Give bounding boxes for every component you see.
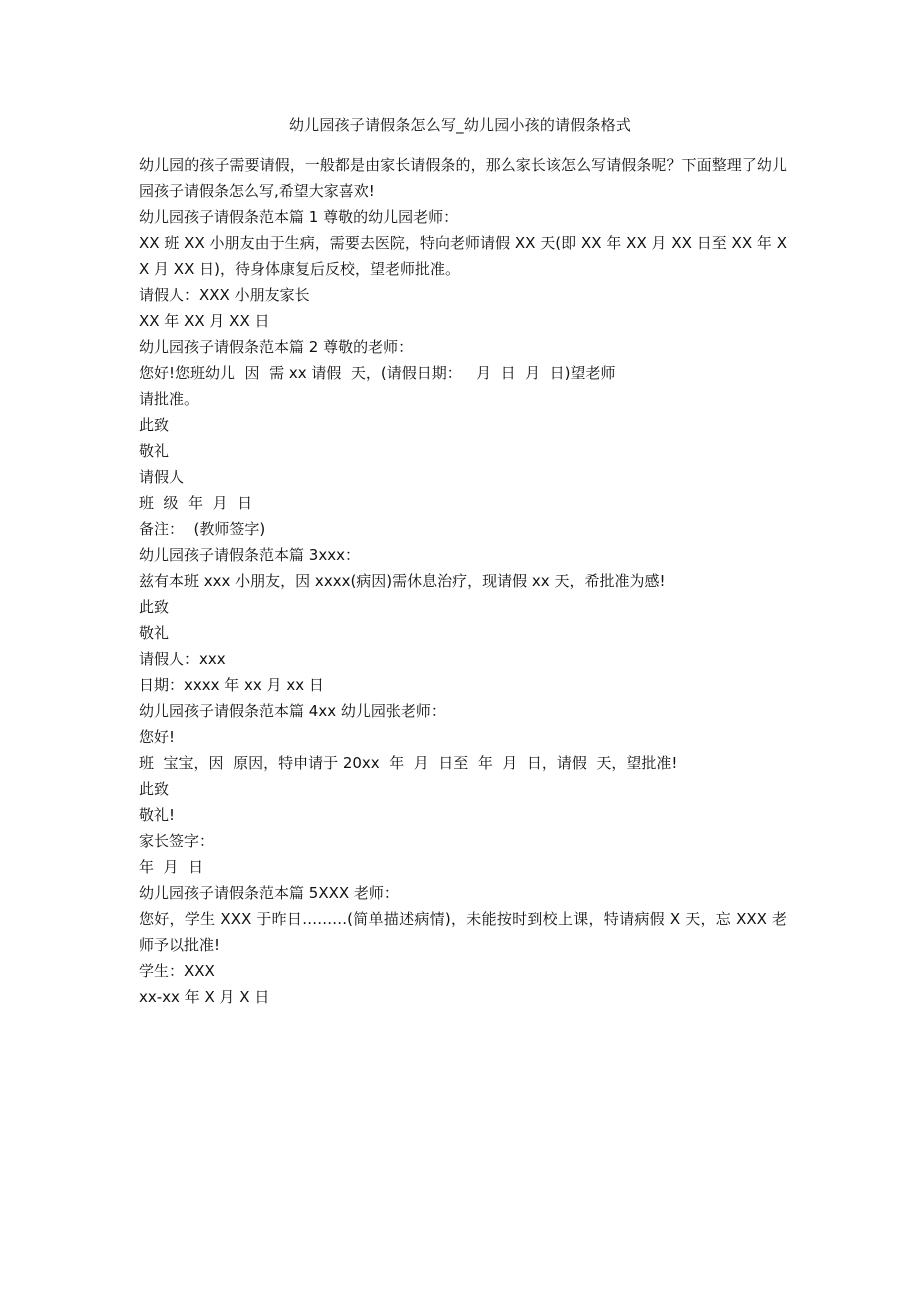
sample-5-signer: 学生：XXX: [139, 962, 215, 980]
sample-3-date: 日期：xxxx 年 xx 月 xx 日: [139, 676, 324, 694]
sample-1-heading: 幼儿园孩子请假条范本篇 1 尊敬的幼儿园老师：: [139, 208, 459, 226]
sample-2-body: 您好!您班幼儿 因 需 xx 请假 天，(请假日期： 月 日 月 日)望老师: [139, 364, 616, 382]
sample-3-body: 兹有本班 xxx 小朋友，因 xxxx(病因)需休息治疗，现请假 xx 天，希批准为感!: [139, 572, 666, 590]
sample-2-salute: 敬礼: [139, 442, 170, 460]
sample-3-closing: 此致: [139, 598, 170, 616]
sample-4-closing: 此致: [139, 780, 170, 798]
sample-3-salute: 敬礼: [139, 624, 170, 642]
sample-1-date: XX 年 XX 月 XX 日: [139, 312, 270, 330]
sample-5-heading: 幼儿园孩子请假条范本篇 5XXX 老师：: [139, 884, 399, 902]
sample-5-date: xx-xx 年 X 月 X 日: [139, 988, 270, 1006]
document-title: 幼儿园孩子请假条怎么写_幼儿园小孩的请假条格式: [288, 116, 632, 134]
sample-1-signer: 请假人：XXX 小朋友家长: [139, 286, 310, 304]
sample-4-signature-label: 家长签字：: [139, 832, 215, 850]
sample-2-signer: 请假人: [139, 468, 185, 486]
sample-2-body-cont: 请批准。: [139, 390, 200, 408]
sample-4-salute: 敬礼!: [139, 806, 176, 824]
intro-paragraph: 幼儿园的孩子需要请假，一般都是由家长请假条的，那么家长该怎么写请假条呢？下面整理了幼儿园孩子请假条怎么写,希望大家喜欢!: [139, 156, 787, 200]
sample-4-greeting: 您好!: [139, 728, 176, 746]
sample-3-heading: 幼儿园孩子请假条范本篇 3xxx：: [139, 546, 360, 564]
sample-2-class-date: 班 级 年 月 日: [139, 494, 253, 512]
sample-2-remark: 备注： (教师签字): [139, 520, 266, 538]
sample-5-body: 您好，学生 XXX 于昨日………(简单描述病情)，未能按时到校上课，特请病假 X 天，忘 XXX 老师予以批准!: [139, 910, 787, 954]
sample-3-signer: 请假人：xxx: [139, 650, 226, 668]
sample-4-heading: 幼儿园孩子请假条范本篇 4xx 幼儿园张老师：: [139, 702, 446, 720]
sample-2-closing: 此致: [139, 416, 170, 434]
document-body: [139, 152, 787, 1010]
sample-1-body: XX 班 XX 小朋友由于生病，需要去医院，特向老师请假 XX 天(即 XX 年 XX 月 XX 日至 XX 年 XX 月 XX 日)，待身体康复后反校，望老师批准。: [139, 234, 787, 278]
sample-4-date: 年 月 日: [139, 858, 204, 876]
sample-2-heading: 幼儿园孩子请假条范本篇 2 尊敬的老师：: [139, 338, 414, 356]
sample-4-body: 班 宝宝，因 原因，特申请于 20xx 年 月 日至 年 月 日，请假 天，望批准!: [139, 754, 678, 772]
